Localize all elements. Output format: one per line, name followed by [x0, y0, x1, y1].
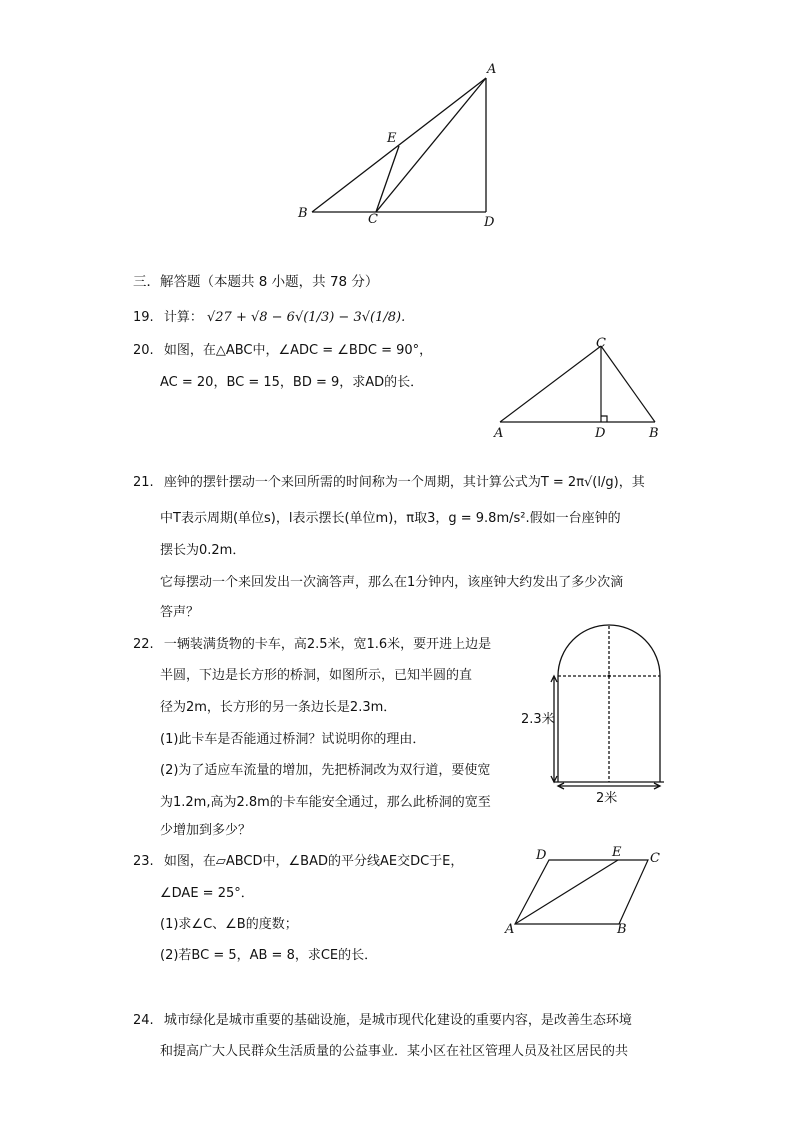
question-22-line-2: 半圆，下边是长方形的桥洞，如图所示，已知半圆的直: [160, 668, 473, 683]
question-19: [133, 309, 405, 327]
question-24: [133, 1012, 632, 1030]
question-22-line-5: (2)为了适应车流量的增加，先把桥洞改为双行道，要使宽: [160, 763, 491, 778]
q23-point-label-b: B: [617, 922, 627, 937]
question-21-line-4: 它每摆动一个来回发出一次滴答声，那么在1分钟内，该座钟大约发出了多少次滴: [160, 575, 624, 590]
q20-point-label-d: D: [595, 426, 606, 441]
question-number: 21.: [133, 475, 154, 490]
point-label-c: C: [368, 212, 378, 227]
q23-point-label-a: A: [505, 922, 515, 937]
q20-point-label-c: C: [596, 336, 606, 351]
question-number: 22.: [133, 637, 154, 652]
q20-point-label-a: A: [494, 426, 504, 441]
question-21-line-1: 座钟的摆针摆动一个来回所需的时间称为一个周期，其计算公式为T = 2π√(l/g)，其: [163, 475, 645, 490]
point-label-d: D: [484, 215, 495, 230]
question-23-line-2: ∠DAE = 25°．: [160, 886, 254, 901]
parallelogram-figure: [505, 850, 670, 935]
q23-point-label-c: C: [650, 851, 660, 866]
q20-point-label-b: B: [649, 426, 659, 441]
question-19-label: 计算：: [163, 310, 203, 325]
bridge-height-label: 2.3米: [521, 712, 555, 727]
question-19-expression: √27 + √8 − 6√(1/3) − 3√(1/8).: [206, 310, 406, 325]
bridge-width-label: 2米: [596, 791, 618, 806]
question-21-line-5: 答声？: [160, 605, 200, 620]
question-23-line-4: (2)若BC = 5，AB = 8，求CE的长．: [160, 948, 378, 963]
question-23-line-3: (1)求∠C、∠B的度数；: [160, 917, 298, 932]
question-21: [133, 474, 645, 492]
question-22-line-1: 一辆装满货物的卡车，高2.5米，宽1.6米，要开进上边是: [163, 637, 492, 652]
question-21-line-2: 中T表示周期(单位s)，l表示摆长(单位m)，π取3，g = 9.8m/s².假如一台座钟的: [160, 511, 621, 526]
question-23: [133, 853, 463, 871]
question-22: [133, 636, 491, 654]
question-number: 23.: [133, 854, 154, 869]
q23-point-label-d: D: [536, 848, 547, 863]
question-23-line-1: 如图，在▱ABCD中，∠BAD的平分线AE交DC于E，: [163, 854, 464, 869]
question-22-line-6: 为1.2m,高为2.8m的卡车能安全通过，那么此桥洞的宽至: [160, 795, 491, 810]
point-label-e: E: [387, 131, 397, 146]
question-number: 24.: [133, 1013, 154, 1028]
point-label-b: B: [298, 206, 308, 221]
question-22-line-4: (1)此卡车是否能通过桥洞？试说明你的理由．: [160, 732, 426, 747]
question-20-line-2: AC = 20，BC = 15，BD = 9，求AD的长．: [160, 375, 424, 390]
q23-point-label-e: E: [612, 845, 622, 860]
question-21-line-3: 摆长为0.2m．: [160, 543, 246, 558]
question-22-line-7: 少增加到多少？: [160, 823, 252, 838]
question-20: [133, 342, 432, 360]
question-24-line-1: 城市绿化是城市重要的基础设施，是城市现代化建设的重要内容，是改善生态环境: [163, 1013, 632, 1028]
section-heading: 三．解答题（本题共 8 小题，共 78 分）: [133, 274, 379, 290]
top-triangle-figure: [290, 60, 510, 235]
question-20-line-1: 如图，在△ABC中，∠ADC = ∠BDC = 90°，: [163, 343, 433, 358]
point-label-a: A: [487, 62, 497, 77]
question-number: 20.: [133, 343, 154, 358]
bridge-tunnel-figure: [518, 612, 668, 800]
question-22-line-3: 径为2m，长方形的另一条边长是2.3m．: [160, 700, 397, 715]
question-24-line-2: 和提高广大人民群众生活质量的公益事业．某小区在社区管理人员及社区居民的共: [160, 1044, 629, 1059]
q20-triangle-figure: [492, 340, 667, 440]
question-number: 19.: [133, 310, 154, 325]
